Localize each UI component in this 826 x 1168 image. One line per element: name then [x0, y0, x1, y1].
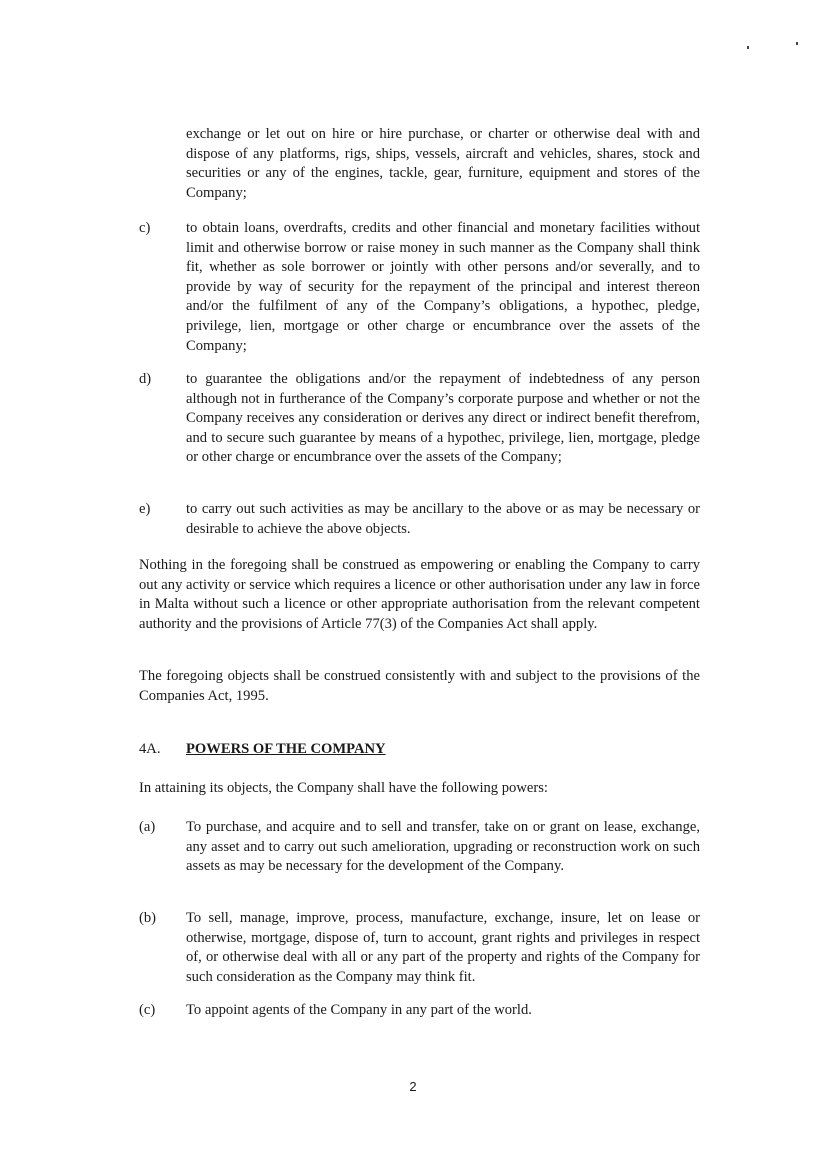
section-title: POWERS OF THE COMPANY: [186, 741, 386, 757]
paragraph-licence-clause: Nothing in the foregoing shall be construed as empowering or enabling the Company to carry out any activity or service which requires a licence or other authorisation under any law in force in Malta without such a licence or other appropriate authorisation from the relevant competent authority and the provisions of Article 77(3) of the Companies Act shall apply.: [139, 557, 700, 632]
list-item-label: c): [139, 220, 151, 236]
list-item-label: (a): [139, 819, 156, 835]
list-item-text: to carry out such activities as may be ancillary to the above or as may be necessary or desirable to achieve the above objects.: [186, 501, 700, 537]
list-item-label: d): [139, 371, 152, 387]
list-item-text: to obtain loans, overdrafts, credits and other financial and monetary facilities without limit and otherwise borrow or raise money in such manner as the Company shall think fit, whether as sole borrower or jointly with other persons and/or severally, and to provide by way of security for the repayment of the principal and interest thereon and/or the fulfilment of any of the Company’s obligations, a hypothec, pledge, privilege, lien, mortgage or other charge or encumbrance over the assets of the Company;: [186, 220, 700, 354]
list-item-label: (c): [139, 1002, 156, 1018]
list-item-text: To sell, manage, improve, process, manufacture, exchange, insure, let on lease or otherwise, mortgage, dispose of, turn to account, grant rights and privileges in respect of, or otherwise deal with all or any part of the property and rights of the Company for such consideration as the Company may think fit.: [186, 910, 700, 985]
list-item-text: to guarantee the obligations and/or the repayment of indebtedness of any person although not in furtherance of the Company’s corporate purpose and whether or not the Company receives any consideration or derives any direct or indirect benefit therefrom, and to secure such guarantee by means of a hypothec, privilege, lien, mortgage, pledge or other charge or encumbrance over the assets of the Company;: [186, 371, 700, 466]
list-item-text: To appoint agents of the Company in any part of the world.: [186, 1002, 532, 1018]
paragraph-construction-clause: The foregoing objects shall be construed consistently with and subject to the provisions of the Companies Act, 1995.: [139, 668, 700, 704]
section-number: 4A.: [139, 741, 161, 757]
list-item-label: e): [139, 501, 151, 517]
continuation-paragraph: exchange or let out on hire or hire purchase, or charter or otherwise deal with and dispose of any platforms, rigs, ships, vessels, aircraft and vehicles, shares, stock and securities or any of the engines, tackle, gear, furniture, equipment and stores of the Company;: [186, 126, 700, 201]
list-item-text: To purchase, and acquire and to sell and transfer, take on or grant on lease, exchange, any asset and to carry out such amelioration, upgrading or reconstruction work on such assets as may be necessary for the development of the Company.: [186, 819, 700, 875]
section-intro: In attaining its objects, the Company shall have the following powers:: [139, 780, 548, 796]
scan-speck: [747, 46, 749, 49]
list-item-label: (b): [139, 910, 157, 926]
page-number: 2: [409, 1079, 417, 1094]
scan-speck: [796, 42, 798, 45]
